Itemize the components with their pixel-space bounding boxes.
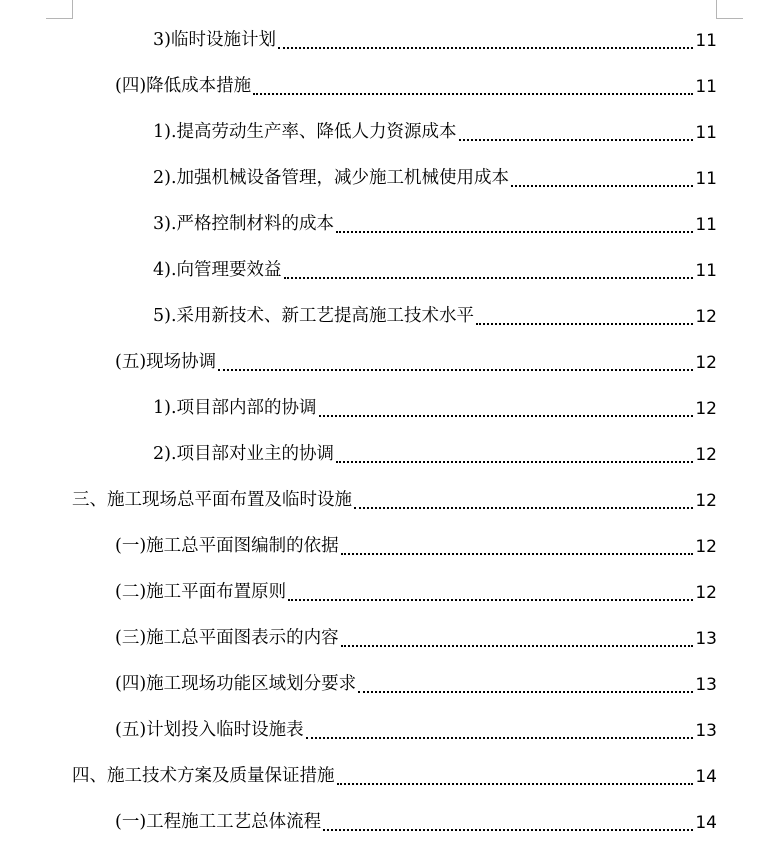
toc-entry[interactable] (0, 18, 780, 64)
toc-page-number: 12 (695, 352, 717, 373)
toc-page-number: 11 (695, 168, 717, 189)
toc-page-number: 12 (695, 490, 717, 511)
toc-entry[interactable] (0, 662, 780, 708)
toc-entry-title: (五)计划投入临时设施表 (115, 720, 304, 741)
dot-leader (253, 93, 693, 95)
toc-entry[interactable] (0, 294, 780, 340)
toc-entry[interactable] (0, 64, 780, 110)
toc-entry-title: (一)工程施工工艺总体流程 (115, 812, 322, 833)
dot-leader (218, 369, 693, 371)
toc-page-number: 13 (695, 720, 717, 741)
dot-leader (319, 415, 694, 417)
dot-leader (511, 185, 693, 187)
toc-entry-title: (二)施工平面布置原则 (115, 582, 287, 603)
toc-page-number: 14 (695, 766, 717, 787)
dot-leader (306, 737, 694, 739)
crop-mark-right (716, 0, 743, 19)
dot-leader (278, 47, 693, 49)
toc-entry[interactable] (0, 432, 780, 478)
dot-leader (337, 783, 694, 785)
dot-leader (284, 277, 694, 279)
toc-entry[interactable] (0, 524, 780, 570)
toc-page-number: 12 (695, 398, 717, 419)
toc-entry-title: (五)现场协调 (115, 352, 217, 373)
dot-leader (354, 507, 693, 509)
toc-entry-title: 2).加强机械设备管理，减少施工机械使用成本 (153, 168, 510, 189)
toc-entry-title: 3).严格控制材料的成本 (153, 214, 335, 235)
toc-page-number: 13 (695, 628, 717, 649)
dot-leader (476, 323, 693, 325)
toc-page-number: 12 (695, 306, 717, 327)
table-of-contents (0, 18, 780, 846)
toc-page-number: 11 (695, 122, 717, 143)
toc-entry-title: (一)施工总平面图编制的依据 (115, 536, 339, 557)
toc-entry[interactable] (0, 800, 780, 846)
toc-entry-title: 3)临时设施计划 (153, 30, 276, 51)
dot-leader (323, 829, 693, 831)
toc-entry[interactable] (0, 754, 780, 800)
toc-page-number: 12 (695, 582, 717, 603)
dot-leader (459, 139, 694, 141)
toc-page-number: 13 (695, 674, 717, 695)
toc-page-number: 12 (695, 444, 717, 465)
toc-entry[interactable] (0, 248, 780, 294)
toc-entry-title: 2).项目部对业主的协调 (153, 444, 335, 465)
toc-entry[interactable] (0, 156, 780, 202)
toc-entry-title: 四、施工技术方案及质量保证措施 (72, 766, 335, 787)
dot-leader (341, 645, 694, 647)
crop-mark-left (46, 0, 73, 19)
toc-page-number: 11 (695, 76, 717, 97)
dot-leader (336, 231, 693, 233)
dot-leader (336, 461, 693, 463)
toc-entry-title: 1).提高劳动生产率、降低人力资源成本 (153, 122, 457, 143)
toc-entry[interactable] (0, 478, 780, 524)
toc-entry[interactable] (0, 386, 780, 432)
toc-entry-title: (四)施工现场功能区域划分要求 (115, 674, 357, 695)
toc-entry-title: 4).向管理要效益 (153, 260, 282, 281)
toc-page-number: 11 (695, 214, 717, 235)
toc-entry[interactable] (0, 340, 780, 386)
dot-leader (358, 691, 693, 693)
dot-leader (341, 553, 694, 555)
toc-entry[interactable] (0, 202, 780, 248)
toc-page-number: 14 (695, 812, 717, 833)
toc-page-number: 11 (695, 260, 717, 281)
toc-entry-title: (三)施工总平面图表示的内容 (115, 628, 339, 649)
toc-entry[interactable] (0, 616, 780, 662)
toc-entry-title: 5).采用新技术、新工艺提高施工技术水平 (153, 306, 475, 327)
toc-page-number: 11 (695, 30, 717, 51)
toc-entry-title: (四)降低成本措施 (115, 76, 252, 97)
toc-entry[interactable] (0, 708, 780, 754)
toc-entry-title: 1).项目部内部的协调 (153, 398, 317, 419)
toc-entry[interactable] (0, 570, 780, 616)
toc-entry[interactable] (0, 110, 780, 156)
dot-leader (288, 599, 693, 601)
toc-entry-title: 三、施工现场总平面布置及临时设施 (72, 490, 352, 511)
toc-page-number: 12 (695, 536, 717, 557)
